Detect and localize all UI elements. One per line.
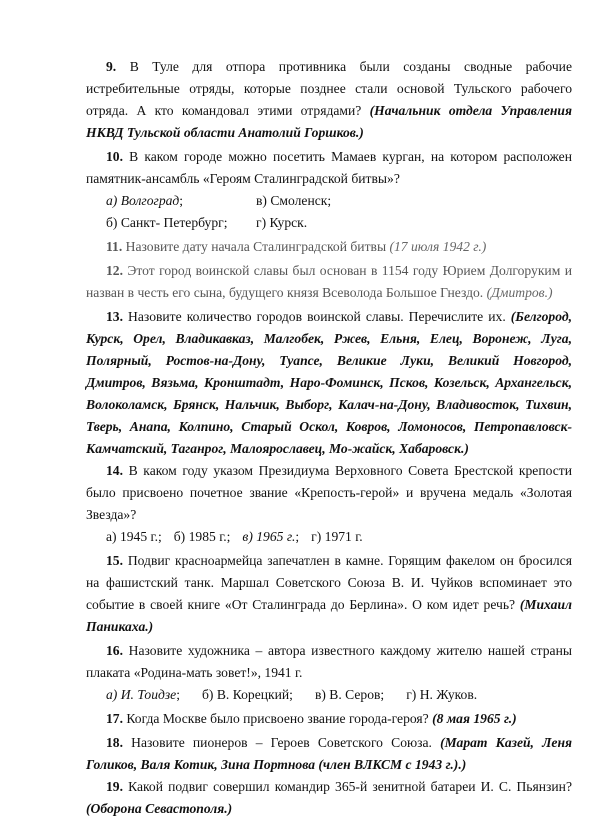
question-14-options: а) 1945 г.; б) 1985 г.; в) 1965 г.; г) 1971 г. bbox=[86, 526, 572, 548]
question-11: 11. Назовите дату начала Сталинградской битвы (17 июля 1942 г.) bbox=[106, 239, 487, 254]
q10-option-b: в) Смоленск; bbox=[256, 193, 332, 208]
q10-option-a: а) Волгоград bbox=[106, 193, 180, 208]
question-15-answer: (Михаил Паникаха.) bbox=[86, 597, 572, 634]
question-9-answer: (Начальник отдела Управления НКВД Тульской области Анатолий Горшков.) bbox=[86, 103, 572, 140]
question-10-text: В каком городе можно посетить Мамаев курган, на котором расположен памятник-ансамбль «Героям Сталинградской битвы»? bbox=[86, 149, 572, 186]
question-19: 19. Какой подвиг совершил командир 365-й зенитной батареи И. С. Пьянзин? (Оборона Севастополя.) bbox=[86, 779, 572, 816]
q16-option-a: а) И. Тоидзе bbox=[106, 687, 177, 702]
question-15: 15. Подвиг красноармейца запечатлен в камне. Горящим факелом он бросился на фашистский танк. Маршал Советского Союза В. И. Чуйков вспоминает это событие в своей книге «От Сталинграда до Берлина». О ком идет речь? (Михаил Паникаха.) bbox=[86, 553, 572, 634]
question-17: 17. Когда Москве было присвоено звание города-героя? (8 мая 1965 г.) bbox=[106, 711, 517, 726]
question-13: 13. Назовите количество городов воинской славы. Перечислите их. (Белгород, Курск, Орел, Владикавказ, Малгобек, Ржев, Ельня, Елец, Воронеж, Луга, Полярный, Ростов-на-Дону, Туапсе, Великие Луки, Великий Новгород, Дмитров, Вязьма, Кронштадт, Наро-Фоминск, Псков, Козельск, Архангельск, Волоколамск, Брянск, Нальчик, Выборг, Калач-на-Дону, Владивосток, Тихвин, Тверь, Анапа, Колпино, Старый Оскол, Ковров, Ломоносов, Петропавловск-Камчатский, Таганрог, Малоярославец, Мо-жайск, Хабаровск.) bbox=[86, 309, 572, 456]
q16-option-b: б) В. Корецкий; bbox=[202, 687, 293, 702]
q14-option-d: г) 1971 г. bbox=[311, 529, 363, 544]
q16-option-d: г) Н. Жуков. bbox=[406, 687, 478, 702]
question-12: 12. Этот город воинской славы был основан в 1154 году Юрием Долгоруким и назван в честь его сына, будущего князя Всеволода Большое Гнездо. (Дмитров.) bbox=[86, 263, 572, 300]
question-13-answer: (Белгород, Курск, Орел, Владикавказ, Малгобек, Ржев, Ельня, Елец, Воронеж, Луга, Полярный, Ростов-на-Дону, Туапсе, Великие Луки, Великий Новгород, Дмитров, Вязьма, Кронштадт, Наро-Фоминск, Псков, Козельск, Архангельск, Волоколамск, Брянск, Нальчик, Выборг, Калач-на-Дону, Владивосток, Тихвин, Тверь, Анапа, Колпино, Старый Оскол, Ковров, Ломоносов, Петропавловск-Камчатский, Таганрог, Малоярославец, Мо-жайск, Хабаровск.) bbox=[86, 309, 572, 456]
question-10: 10. В каком городе можно посетить Мамаев курган, на котором расположен памятник-ансамбль «Героям Сталинградской битвы»? bbox=[86, 149, 572, 186]
question-19-answer: (Оборона Севастополя.) bbox=[86, 801, 233, 816]
q16-option-c: в) В. Серов; bbox=[314, 687, 385, 702]
question-16-options: а) И. Тоидзе; б) В. Корецкий; в) В. Серов; г) Н. Жуков. bbox=[86, 684, 572, 706]
question-10-options-row-2 bbox=[86, 212, 572, 234]
question-18: 18. Назовите пионеров – Героев Советского Союза. (Марат Казей, Леня Голиков, Валя Котик, Зина Портнова (член ВЛКСМ с 1943 г.).) bbox=[86, 735, 573, 772]
document-page bbox=[86, 56, 572, 820]
question-10-options-row-1: а) Волгоград; в) Смоленск; bbox=[86, 190, 572, 212]
question-14: 14. В каком году указом Президиума Верховного Совета Брестской крепости было присвоено почетное звание «Крепость-герой» и вручена медаль «Золотая Звезда»? bbox=[86, 463, 572, 522]
q14-option-a: а) 1945 г.; bbox=[106, 529, 162, 544]
question-11-answer: (17 июля 1942 г.) bbox=[389, 239, 487, 254]
q10-option-d: г) Курск. bbox=[256, 215, 308, 230]
q14-option-c: в) 1965 г. bbox=[242, 529, 296, 544]
question-17-answer: (8 мая 1965 г.) bbox=[432, 711, 517, 726]
q14-option-b: б) 1985 г.; bbox=[173, 529, 231, 544]
question-12-answer: (Дмитров.) bbox=[486, 285, 553, 300]
q10-option-c: б) Санкт- Петербург; bbox=[106, 215, 228, 230]
question-9-text: В Туле для отпора противника были созданы сводные рабочие истребительные отряды, которые позднее стали основой Тульского рабочего отряда. А кто командовал этими отрядами? bbox=[86, 59, 572, 118]
question-16: 16. Назовите художника – автора известного каждому жителю нашей страны плаката «Родина-мать зовет!», 1941 г. bbox=[86, 643, 572, 680]
question-18-answer: (Марат Казей, Леня Голиков, Валя Котик, Зина Портнова (член ВЛКСМ с 1943 г.).) bbox=[86, 735, 573, 772]
question-9: 9. В Туле для отпора противника были созданы сводные рабочие истребительные отряды, которые позднее стали основой Тульского рабочего отряда. А кто командовал этими отрядами? (Начальник отдела Управления НКВД Тульской области Анатолий Горшков.) bbox=[86, 59, 572, 140]
